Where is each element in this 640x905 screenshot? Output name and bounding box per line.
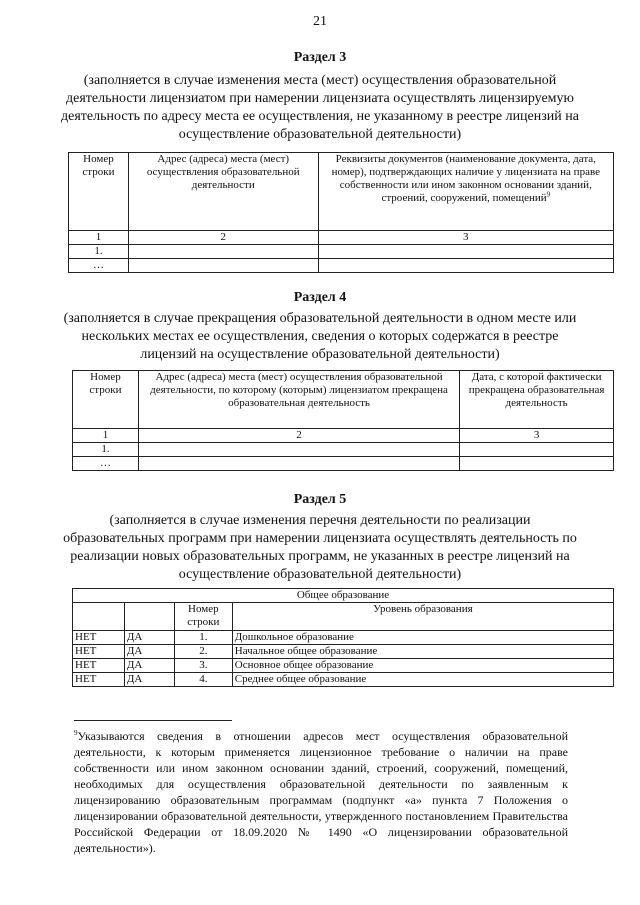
section3-col-address: Адрес (адреса) места (мест) осуществления образовательной деятельности bbox=[128, 153, 318, 231]
section4-num-2: 2 bbox=[138, 429, 459, 443]
footnote bbox=[74, 728, 568, 856]
page-number: 21 bbox=[313, 14, 327, 29]
education-level: Дошкольное образование bbox=[232, 631, 613, 645]
section4-table bbox=[72, 370, 614, 471]
row-number: 1. bbox=[174, 631, 232, 645]
row-number: 2. bbox=[174, 645, 232, 659]
yes-option[interactable]: ДА bbox=[124, 659, 174, 673]
section3-row-ellipsis: … bbox=[69, 259, 129, 273]
yes-option[interactable]: ДА bbox=[124, 631, 174, 645]
table-row bbox=[73, 659, 614, 673]
table-row bbox=[73, 645, 614, 659]
table-row bbox=[73, 631, 614, 645]
section3-title: Раздел 3 bbox=[293, 50, 347, 65]
section3-col-documents: Реквизиты документов (наименование документа, дата, номер), подтверждающих наличие у лицензиата на праве собственности или ином законном основании зданий, строений, сооружений, помещений$^9$ bbox=[318, 153, 613, 231]
no-option[interactable]: НЕТ bbox=[73, 673, 125, 687]
no-option[interactable]: НЕТ bbox=[73, 631, 125, 645]
section5-title: Раздел 5 bbox=[293, 492, 347, 507]
no-option[interactable]: НЕТ bbox=[73, 645, 125, 659]
section4-row-1: 1. bbox=[73, 443, 139, 457]
section4-num-3: 3 bbox=[460, 429, 614, 443]
section5-subtitle: (заполняется в случае изменения перечня деятельности по реализации образовательных программ при намерении лицензиата осуществлять деятельность по реализации новых образовательных программ, не указанных в реестре лицензий на осуществление образовательной деятельности) bbox=[63, 513, 577, 582]
section4-col-address: Адрес (адреса) места (мест) осуществления образовательной деятельности, по которому (которым) лицензиатом прекращена образовательная деятельность bbox=[138, 371, 459, 429]
yes-option[interactable]: ДА bbox=[124, 645, 174, 659]
footnote-mark: 9 bbox=[74, 729, 78, 737]
row-number: 4. bbox=[174, 673, 232, 687]
section3-num-1: 1 bbox=[69, 231, 129, 245]
section3-num-2: 2 bbox=[128, 231, 318, 245]
section4-col-number: Номер строки bbox=[73, 371, 139, 429]
section4-col-date: Дата, с которой фактически прекращена образовательная деятельность bbox=[460, 371, 614, 429]
section3-subtitle: (заполняется в случае изменения места (мест) осуществления образовательной деятельности лицензиатом при намерении лицензиата осуществлять лицензируемую деятельность по адресу места ее осуществления, не указанному в реестре лицензий на осуществление образовательной деятельности) bbox=[61, 73, 579, 142]
section4-num-1: 1 bbox=[73, 429, 139, 443]
no-option[interactable]: НЕТ bbox=[73, 659, 125, 673]
section5-col-level: Уровень образования bbox=[232, 603, 613, 631]
section3-table bbox=[68, 152, 614, 273]
section5-col-number: Номер строки bbox=[174, 603, 232, 631]
footnote-ref: 9 bbox=[546, 190, 551, 199]
section3-num-3: 3 bbox=[318, 231, 613, 245]
footnote-divider bbox=[74, 720, 232, 721]
row-number: 3. bbox=[174, 659, 232, 673]
education-level: Основное общее образование bbox=[232, 659, 613, 673]
section5-table-header: Общее образование bbox=[73, 589, 614, 603]
education-level: Начальное общее образование bbox=[232, 645, 613, 659]
section4-subtitle: (заполняется в случае прекращения образовательной деятельности в одном месте или нескольких местах ее осуществления, сведения о которых содержатся в реестре лицензий на осуществление образовательной деятельности) bbox=[63, 311, 577, 362]
education-level: Среднее общее образование bbox=[232, 673, 613, 687]
yes-option[interactable]: ДА bbox=[124, 673, 174, 687]
section5-table bbox=[72, 588, 614, 687]
section3-row-1: 1. bbox=[69, 245, 129, 259]
section3-col-number: Номер строки bbox=[69, 153, 129, 231]
section4-title: Раздел 4 bbox=[293, 290, 347, 305]
table-row bbox=[73, 673, 614, 687]
footnote-text: Указываются сведения в отношении адресов мест осуществления образовательной деятельности, к которым применяется лицензионное требование о наличии на праве собственности или ином законном основании зданий, строений, сооружений, помещений, необходимых для осуществления образовательной деятельности по заявленным к лицензированию образовательным программам (подпункт «а» пункта 7 Положения о лицензировании образовательной деятельности, утвержденного постановлением Правительства Российской Федерации от 18.09.2020 № 1490 «О лицензировании образовательной деятельности»). bbox=[74, 729, 568, 855]
section4-row-ellipsis: … bbox=[73, 457, 139, 471]
